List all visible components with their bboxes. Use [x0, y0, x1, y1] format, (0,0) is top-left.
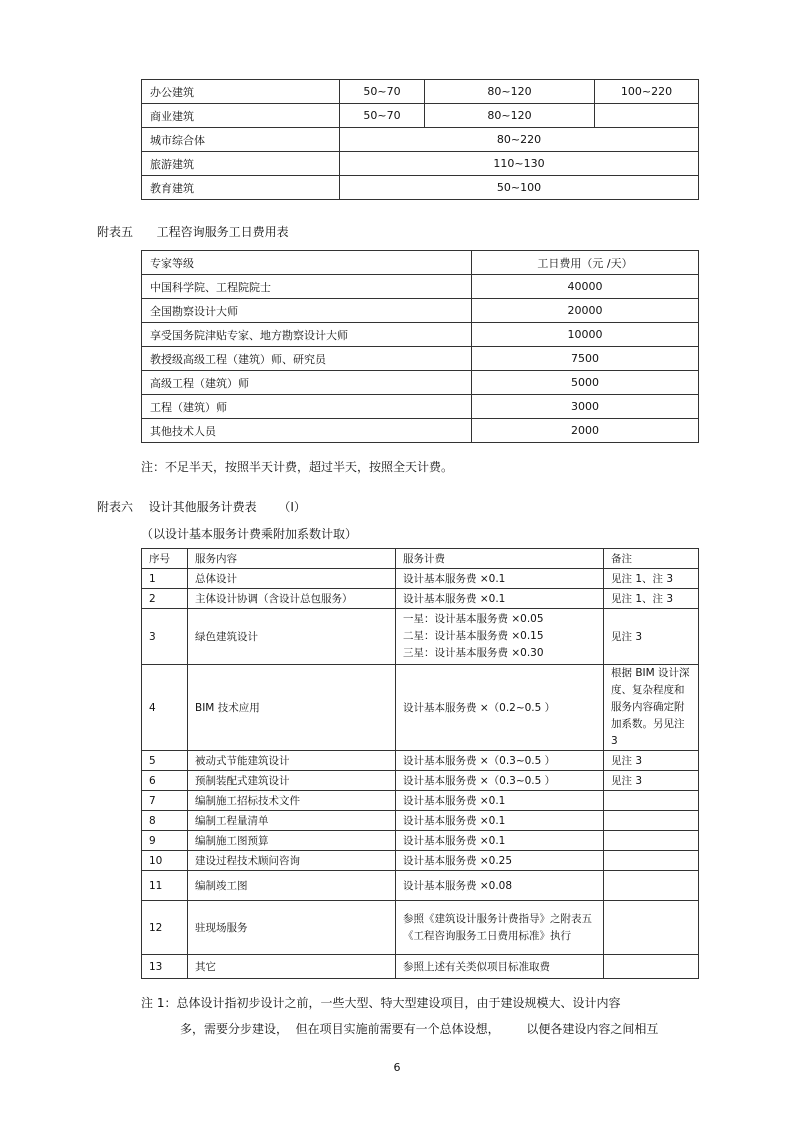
service-remark [604, 811, 699, 831]
service-content: 驻现场服务 [188, 901, 396, 955]
table-row [142, 128, 699, 152]
building-type: 旅游建筑 [142, 152, 340, 176]
table-row [142, 831, 699, 851]
daily-fee: 5000 [472, 371, 699, 395]
appendix5-heading [97, 223, 289, 240]
table-header-row [142, 251, 699, 275]
service-remark [604, 851, 699, 871]
expert-level: 其他技术人员 [142, 419, 472, 443]
table-row [142, 299, 699, 323]
expert-level: 享受国务院津贴专家、地方勘察设计大师 [142, 323, 472, 347]
table-row [142, 419, 699, 443]
fee-range: 50~70 [340, 80, 425, 104]
fee-line: 三星：设计基本服务费 ×0.30 [403, 647, 544, 659]
table-header-row [142, 549, 699, 569]
column-header: 序号 [142, 549, 188, 569]
appendix6-roman: （Ⅰ） [278, 500, 306, 514]
service-fee: 设计基本服务费 ×0.08 [396, 871, 604, 901]
table-row [142, 871, 699, 901]
table-row [142, 347, 699, 371]
table-row [142, 811, 699, 831]
daily-fee: 10000 [472, 323, 699, 347]
table-row [142, 371, 699, 395]
expert-level: 教授级高级工程（建筑）师、研究员 [142, 347, 472, 371]
fee-range: 110~130 [340, 152, 699, 176]
appendix6-heading [97, 498, 306, 515]
column-header: 服务计费 [396, 549, 604, 569]
table-row [142, 569, 699, 589]
fee-line: 二星：设计基本服务费 ×0.15 [403, 630, 544, 642]
page-number: 6 [393, 1061, 401, 1074]
fee-range: 80~120 [425, 80, 595, 104]
table-row [142, 771, 699, 791]
service-remark: 见注 1、注 3 [604, 569, 699, 589]
fee-range: 100~220 [595, 80, 699, 104]
row-number: 8 [142, 811, 188, 831]
expert-level: 高级工程（建筑）师 [142, 371, 472, 395]
column-header: 工日费用（元 /天） [472, 251, 699, 275]
service-content: 被动式节能建筑设计 [188, 751, 396, 771]
row-number: 9 [142, 831, 188, 851]
appendix5-note: 注：不足半天，按照半天计费，超过半天，按照全天计费。 [141, 460, 454, 474]
fee-range: 80~120 [425, 104, 595, 128]
appendix6-title: 设计其他服务计费表 [148, 500, 257, 514]
other-services-fee-table [141, 548, 699, 979]
service-fee: 设计基本服务费 ×0.1 [396, 831, 604, 851]
fee-range [595, 104, 699, 128]
service-fee: 设计基本服务费 ×0.1 [396, 811, 604, 831]
service-content: 编制施工招标技术文件 [188, 791, 396, 811]
service-fee: 设计基本服务费 ×0.25 [396, 851, 604, 871]
daily-fee: 20000 [472, 299, 699, 323]
column-header: 专家等级 [142, 251, 472, 275]
service-fee: 设计基本服务费 ×0.1 [396, 791, 604, 811]
daily-fee: 40000 [472, 275, 699, 299]
row-number: 2 [142, 589, 188, 609]
row-number: 4 [142, 665, 188, 751]
service-remark: 见注 1、注 3 [604, 589, 699, 609]
service-remark [604, 901, 699, 955]
daily-fee: 3000 [472, 395, 699, 419]
table-row [142, 275, 699, 299]
table-row [142, 901, 699, 955]
service-remark [604, 791, 699, 811]
expert-level: 工程（建筑）师 [142, 395, 472, 419]
table-row [142, 589, 699, 609]
expert-level: 全国勘察设计大师 [142, 299, 472, 323]
service-remark: 见注 3 [604, 609, 699, 665]
service-content: 编制施工图预算 [188, 831, 396, 851]
footnote-line-1: 注 1：总体设计指初步设计之前，一些大型、特大型建设项目，由于建设规模大、设计内容 [141, 996, 621, 1010]
row-number: 7 [142, 791, 188, 811]
service-remark: 根据 BIM 设计深度、复杂程度和服务内容确定附加系数。另见注 3 [604, 665, 699, 751]
column-header: 服务内容 [188, 549, 396, 569]
building-type: 教育建筑 [142, 176, 340, 200]
service-content: 编制工程量清单 [188, 811, 396, 831]
service-fee: 参照《建筑设计服务计费指导》之附表五《工程咨询服务工日费用标准》执行 [396, 901, 604, 955]
table-row [142, 323, 699, 347]
row-number: 13 [142, 955, 188, 979]
service-content: BIM 技术应用 [188, 665, 396, 751]
row-number: 6 [142, 771, 188, 791]
service-fee: 设计基本服务费 ×0.1 [396, 589, 604, 609]
service-fee: 设计基本服务费 ×（0.3~0.5 ） [396, 751, 604, 771]
table-row [142, 665, 699, 751]
service-content: 编制竣工图 [188, 871, 396, 901]
service-content: 预制装配式建筑设计 [188, 771, 396, 791]
fee-range: 50~100 [340, 176, 699, 200]
building-type: 城市综合体 [142, 128, 340, 152]
service-fee: 设计基本服务费 ×（0.3~0.5 ） [396, 771, 604, 791]
service-fee: 参照上述有关类似项目标准取费 [396, 955, 604, 979]
daily-fee: 7500 [472, 347, 699, 371]
table-row [142, 791, 699, 811]
service-fee: 设计基本服务费 ×0.1 [396, 569, 604, 589]
service-remark [604, 871, 699, 901]
appendix6-subtitle: （以设计基本服务计费乘附加系数计取） [141, 527, 358, 541]
service-content: 建设过程技术顾问咨询 [188, 851, 396, 871]
service-content: 总体设计 [188, 569, 396, 589]
table-row [142, 104, 699, 128]
fee-range: 80~220 [340, 128, 699, 152]
row-number: 11 [142, 871, 188, 901]
table-row [142, 851, 699, 871]
fee-line: 一星：设计基本服务费 ×0.05 [403, 613, 544, 625]
row-number: 10 [142, 851, 188, 871]
expert-level: 中国科学院、工程院院士 [142, 275, 472, 299]
table-row [142, 955, 699, 979]
row-number: 3 [142, 609, 188, 665]
service-remark [604, 831, 699, 851]
service-remark: 见注 3 [604, 771, 699, 791]
row-number: 5 [142, 751, 188, 771]
service-remark: 见注 3 [604, 751, 699, 771]
table-row [142, 152, 699, 176]
building-type: 商业建筑 [142, 104, 340, 128]
footnote-line-2: 多，需要分步建设， 但在项目实施前需要有一个总体设想， 以便各建设内容之间相互 [180, 1022, 659, 1036]
table-row [142, 751, 699, 771]
building-type: 办公建筑 [142, 80, 340, 104]
row-number: 12 [142, 901, 188, 955]
service-fee [396, 609, 604, 665]
appendix6-label: 附表六 [97, 500, 134, 514]
appendix5-label: 附表五 [97, 225, 134, 239]
service-remark [604, 955, 699, 979]
service-content: 主体设计协调（含设计总包服务） [188, 589, 396, 609]
service-content: 其它 [188, 955, 396, 979]
appendix5-title: 工程咨询服务工日费用表 [156, 225, 289, 239]
service-fee: 设计基本服务费 ×（0.2~0.5 ） [396, 665, 604, 751]
table-row [142, 176, 699, 200]
table-row [142, 395, 699, 419]
building-fee-table [141, 79, 699, 200]
fee-range: 50~70 [340, 104, 425, 128]
row-number: 1 [142, 569, 188, 589]
daily-fee: 2000 [472, 419, 699, 443]
column-header: 备注 [604, 549, 699, 569]
service-content: 绿色建筑设计 [188, 609, 396, 665]
table-row [142, 80, 699, 104]
consulting-fee-table [141, 250, 699, 443]
table-row [142, 609, 699, 665]
